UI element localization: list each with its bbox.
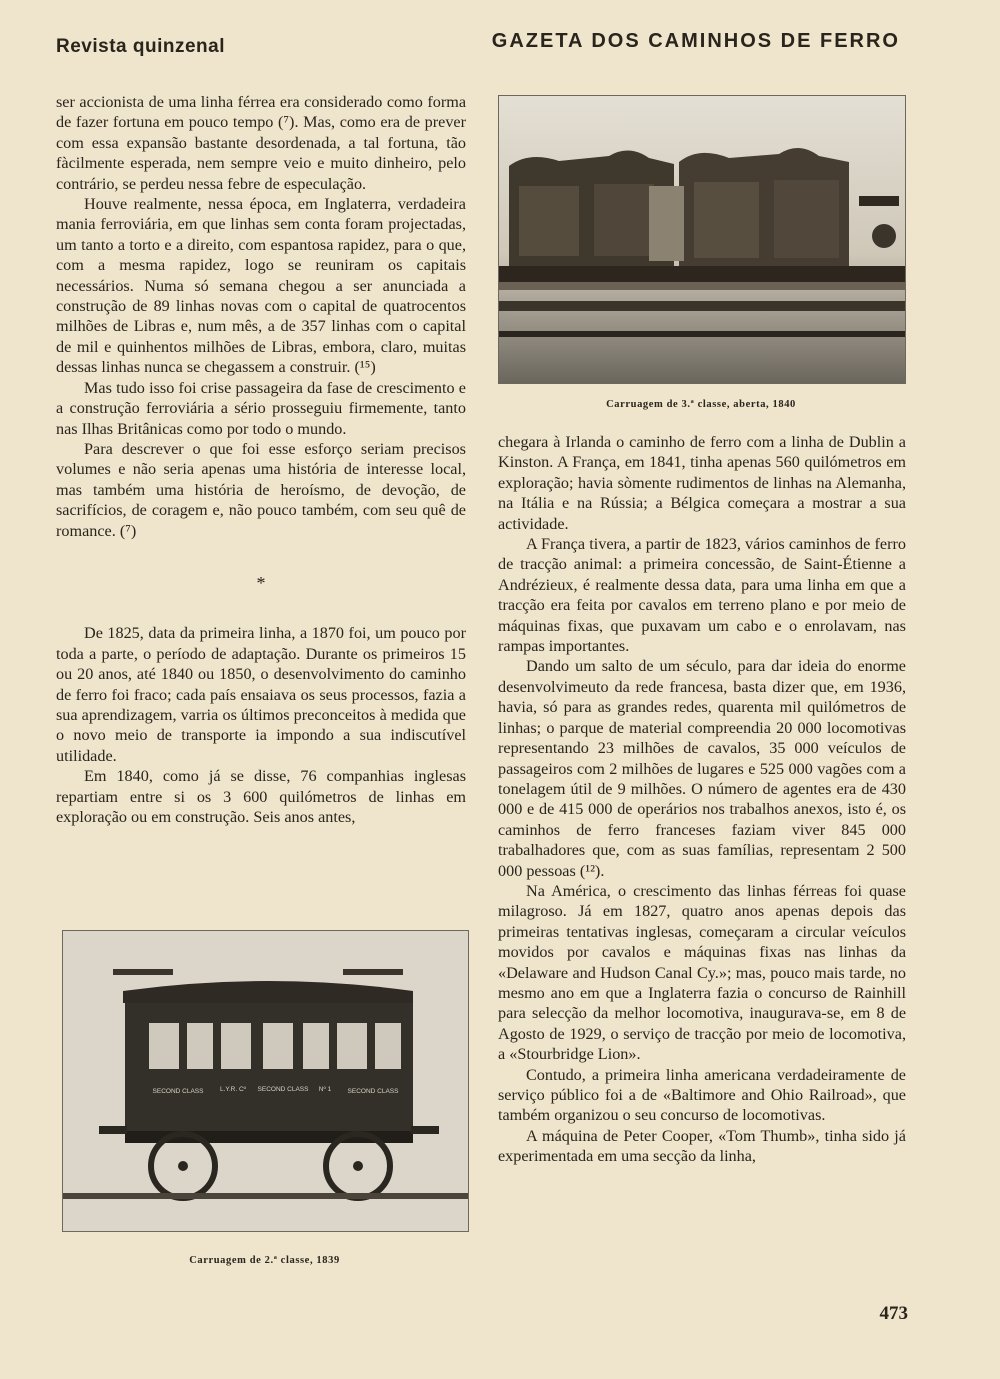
car-label-1: SECOND CLASS bbox=[152, 1088, 204, 1095]
paragraph: Mas tudo isso foi crise passageira da fase de crescimento e a construção ferroviária a sério prosseguiu firmemente, tanto nas Ilhas Britânicas como por todo o mundo. bbox=[56, 378, 466, 438]
second-class-carriage-illustration bbox=[63, 931, 468, 1231]
header-title: GAZETA DOS CAMINHOS DE FERRO bbox=[491, 30, 900, 52]
paragraph: Dando um salto de um século, para dar ideia do enorme desenvolvimeuto da rede francesa, basta dizer que, em 1936, havia, só para as grandes redes, quarenta mil quilómetros de linhas; o parque de material compreendia 20 000 locomotivas representando 23 milhões de cavalos, 35 000 veículos de passageiros com 2 milhões de lugares e 525 000 vagões com a tonelagem útil de 9 milhões. O número de agentes era de 430 000 e de 415 000 de operários nos trabalhos anexos, isto é, os caminhos de ferro franceses faziam viver 845 000 trabalhadores que, com as suas famílias, representam 2 500 000 pessoas (¹²). bbox=[498, 657, 906, 880]
photo-second-class-carriage bbox=[62, 930, 469, 1232]
third-class-carriage-illustration bbox=[499, 96, 905, 383]
paragraph: chegara à Irlanda o caminho de ferro com a linha de Dublin a Kinston. A França, em 1841, tinha apenas 560 quilómetros em exploração; havia sòmente rudimentos de linhas na Alemanha, na Itália e na Rússia; a Bélgica começara a mostrar a sua actividade. bbox=[498, 433, 906, 533]
paragraph: Contudo, a primeira linha americana verdadeiramente de serviço público foi a de «Baltimore and Ohio Railroad», que também organizou o seu concurso de locomotivas. bbox=[498, 1065, 906, 1125]
left-column bbox=[56, 92, 466, 827]
paragraph: A França tivera, a partir de 1823, vários caminhos de ferro de tracção animal: a primeira concessão, de Saint-Étienne a Andrézieux, é realmente dessa data, para uma linha em que a tracção era feita por cavalos em terreno plano e por meio de máquinas fixas, que puxavam um cabo e o enrolavam, nas rampas importantes. bbox=[498, 535, 906, 656]
photo-third-class-carriage bbox=[498, 95, 906, 384]
header-left: Revista quinzenal bbox=[56, 36, 225, 57]
section-separator: * bbox=[256, 572, 266, 593]
page-number: 473 bbox=[879, 1303, 908, 1324]
car-label-2: L.Y.R. Cº bbox=[219, 1086, 247, 1093]
right-column bbox=[498, 432, 906, 1167]
figure-caption: Carruagem de 2.ª classe, 1839 bbox=[189, 1255, 340, 1266]
paragraph: Em 1840, como já se disse, 76 companhias inglesas repartiam entre si os 3 600 quilómetros de linhas em exploração ou em construção. Seis anos antes, bbox=[56, 767, 466, 826]
figure-caption: Carruagem de 3.ª classe, aberta, 1840 bbox=[606, 399, 796, 410]
paragraph: De 1825, data da primeira linha, a 1870 foi, um pouco por toda a parte, o período de adaptação. Durante os primeiros 15 ou 20 anos, até 1840 ou 1850, o desenvolvimento do caminho de ferro foi fraco; cada país ensaiava os seus processos, fazia a sua aprendizagem, varria os últimos preconceitos à medida que o novo meio de transporte ia impondo a sua indiscutível utilidade. bbox=[56, 624, 466, 765]
paragraph: Na América, o crescimento das linhas férreas foi quase milagroso. Já em 1827, quatro anos apenas depois das primeiras tentativas inglesas, começaram a circular veículos movidos por cavalos e máquinas fixas nas linhas da «Delaware and Hudson Canal Cy.»; mas, pouco mais tarde, no mesmo ano em que a Inglaterra fazia o concurso de Rainhill para selecção da melhor locomotiva, inaugurava-se, em 8 de Agosto de 1929, o serviço de tracção por meio de locomotiva, a «Stourbridge Lion». bbox=[498, 881, 906, 1064]
car-label-4: Nº 1 bbox=[318, 1086, 332, 1093]
car-label-5: SECOND CLASS bbox=[347, 1088, 399, 1095]
paragraph: ser accionista de uma linha férrea era considerado como forma de fazer fortuna em pouco tempo (⁷). Mas, como era de prever com essa expansão bastante desordenada, a tal fortuna, tão fàcilmente esperada, nem sempre veio e muito dinheiro, pelo contrário, se perdeu nessa febre de especulação. bbox=[56, 93, 466, 193]
paragraph: Para descrever o que foi esse esforço seriam precisos volumes e não seria apenas uma história de interesse local, mas também uma história de heroísmo, de devoção, de sacrifícios, de coragem e, não pouco também, com seu quê de romance. (⁷) bbox=[56, 439, 466, 540]
car-label-3: SECOND CLASS bbox=[257, 1086, 309, 1093]
paragraph: Houve realmente, nessa época, em Inglaterra, verdadeira mania ferroviária, em que linhas sem conta foram projectadas, um tanto a torto e a direito, com espantosa rapidez, para o que, com a mesma rapidez, logo se reuniram os capitais necessários. Numa só semana chegou a ser anunciada a construção de 89 linhas novas com o capital de quatrocentos milhões de Libras e, num mês, a de 357 linhas com o capital de mil e quinhentos milhões de Libras, embora, claro, muitas dessas linhas nunca se chegassem a construir. (¹⁵) bbox=[56, 195, 466, 377]
paragraph: A máquina de Peter Cooper, «Tom Thumb», tinha sido já experimentada em uma secção da linha, bbox=[498, 1126, 906, 1166]
